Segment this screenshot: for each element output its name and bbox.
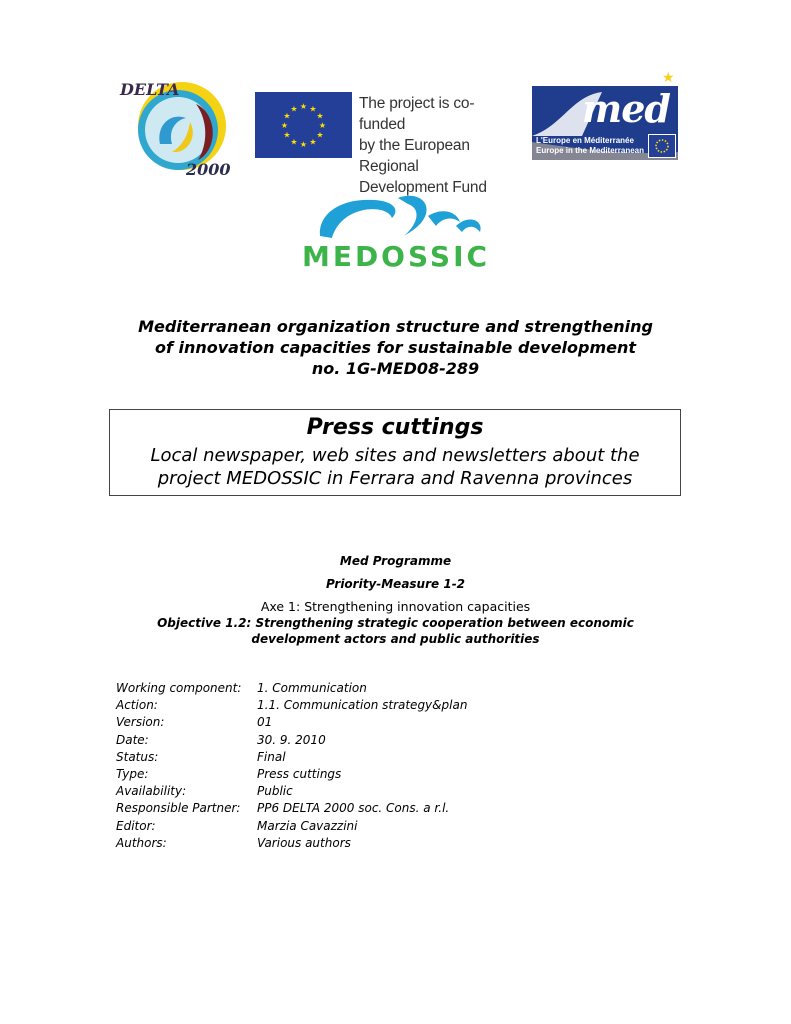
title-box [109, 409, 681, 496]
details-row [116, 697, 576, 714]
svg-text:★: ★ [299, 140, 308, 149]
details-value: Press cuttings [257, 766, 342, 781]
document-subtitle-line: project MEDOSSIC in Ferrara and Ravenna provinces [157, 468, 633, 489]
details-row [116, 766, 576, 783]
details-value: 30. 9. 2010 [257, 732, 326, 747]
svg-text:★: ★ [299, 102, 308, 111]
priority-measure: Priority-Measure 1-2 [325, 577, 466, 591]
project-subtitle-line: of innovation capacities for sustainable development [154, 338, 637, 357]
svg-text:★: ★ [290, 137, 298, 147]
details-label: Working component: [116, 681, 242, 695]
eu-text-line: The project is co-funded [359, 95, 475, 133]
medossic-wordmark: MEDOSSIC [301, 240, 491, 273]
svg-text:★: ★ [283, 111, 291, 121]
details-label: Version: [116, 715, 165, 730]
details-value: 01 [257, 715, 273, 730]
svg-text:★: ★ [316, 111, 324, 121]
details-label: Authors: [116, 835, 167, 850]
delta-logo-bottom-text: 2000 [186, 160, 231, 179]
details-value: Marzia Cavazzini [257, 818, 358, 833]
objective-line: development actors and public authorities [251, 632, 540, 646]
med-logo-word: med [582, 86, 670, 131]
details-label: Action: [116, 698, 158, 713]
details-value: PP6 DELTA 2000 soc. Cons. a r.l. [257, 801, 450, 816]
details-label: Editor: [116, 818, 156, 833]
details-value: 1.1. Communication strategy&plan [257, 698, 468, 713]
medossic-logo [270, 188, 522, 278]
details-row [116, 783, 576, 800]
details-label: Type: [116, 766, 149, 781]
details-row [116, 749, 576, 766]
programme-name: Med Programme [339, 554, 452, 568]
svg-text:★: ★ [309, 137, 317, 147]
objective-line: Objective 1.2: Strengthening strategic cooperation between economic [157, 616, 634, 630]
axe-text: Axe 1: Strengthening innovation capacities [260, 599, 531, 614]
details-row [116, 714, 576, 731]
details-value: Final [257, 749, 286, 764]
eu-flag-icon [255, 92, 352, 158]
eu-text-line: Development Fund [359, 179, 487, 196]
svg-text:★: ★ [280, 121, 289, 130]
delta-2000-logo [120, 74, 232, 182]
details-label: Status: [116, 749, 159, 764]
details-row [116, 732, 576, 749]
document-details [116, 680, 576, 852]
svg-text:★: ★ [290, 104, 298, 114]
med-star-icon: ★ [662, 70, 675, 86]
details-row [116, 800, 576, 817]
details-label: Availability: [116, 784, 187, 799]
eu-cofunding-text [359, 93, 520, 198]
eu-cofunding-logo [255, 92, 520, 196]
project-subtitle [100, 316, 691, 379]
med-logo-line-1: L'Europe en Méditerranée [536, 136, 634, 145]
objective-text [100, 615, 691, 647]
details-label: Date: [116, 732, 149, 747]
document-title: Press cuttings [306, 415, 484, 440]
eu-text-line: by the European Regional [359, 137, 470, 175]
project-code: no. 1G-MED08-289 [311, 359, 480, 378]
details-value: Various authors [257, 835, 351, 850]
svg-text:★: ★ [318, 121, 327, 130]
svg-text:★: ★ [309, 104, 317, 114]
details-label: Responsible Partner: [116, 801, 241, 816]
details-value: 1. Communication [257, 681, 367, 695]
svg-text:★: ★ [316, 130, 324, 140]
med-programme-logo [532, 70, 678, 160]
details-row [116, 818, 576, 835]
details-row [116, 835, 576, 852]
project-subtitle-line: Mediterranean organization structure and strengthening [138, 317, 653, 336]
details-value: Public [257, 784, 293, 799]
med-eu-flag-icon [648, 134, 676, 158]
delta-logo-top-text: DELTA [120, 80, 180, 99]
details-row [116, 680, 576, 697]
document-subtitle-line: Local newspaper, web sites and newsletters about the [150, 445, 640, 466]
med-logo-line-2: Europe in the Mediterranean [536, 146, 645, 155]
svg-text:★: ★ [283, 130, 291, 140]
medossic-wave-icon [270, 188, 522, 244]
